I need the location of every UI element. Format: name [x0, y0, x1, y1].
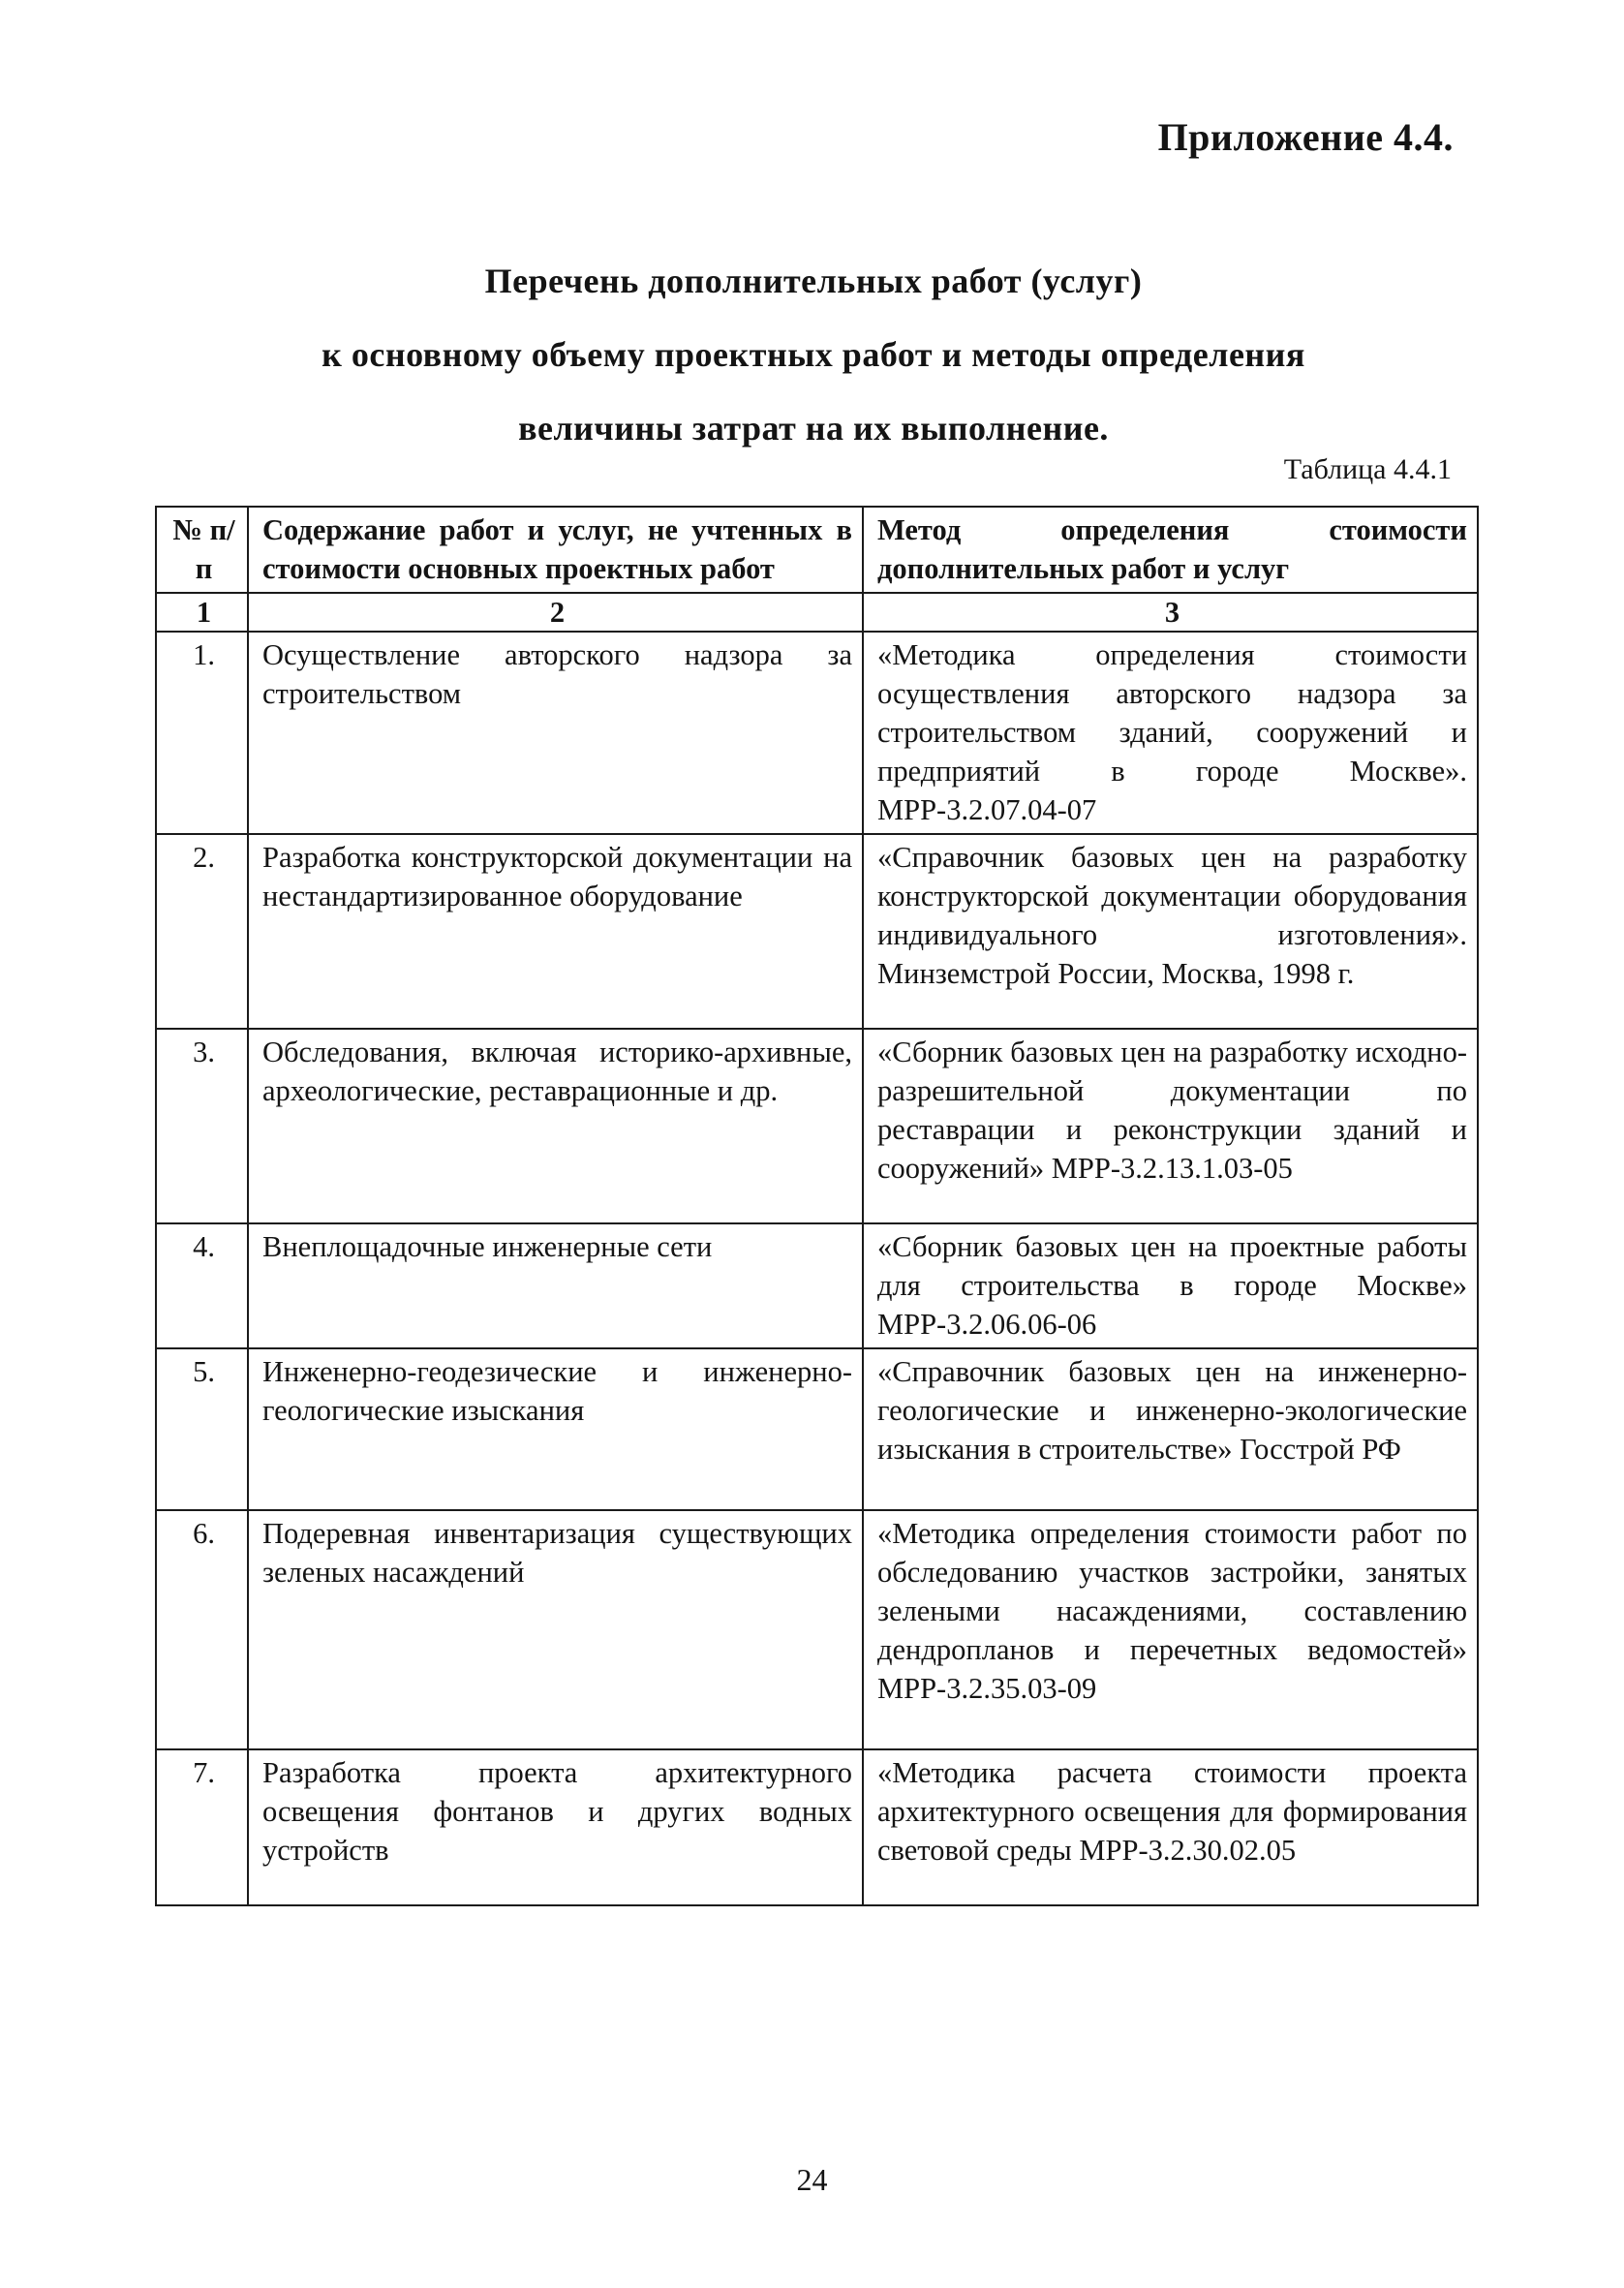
- row-content: Разработка проекта архитектурного освещения фонтанов и других водных устройств: [248, 1749, 863, 1905]
- row-num: 2.: [156, 834, 248, 1029]
- row-num: 4.: [156, 1223, 248, 1348]
- table-index-row: [156, 593, 1478, 632]
- table-row: [156, 1348, 1478, 1510]
- row-content: Разработка конструкторской документации на нестандартизированное оборудование: [248, 834, 863, 1029]
- row-method: «Справочник базовых цен на инженерно-геологические и инженерно-экологические изыскания в строительстве» Госстрой РФ: [863, 1348, 1478, 1510]
- title-line-2: к основному объему проектных работ и методы определения: [322, 335, 1305, 374]
- header-method: Метод определения стоимости дополнительных работ и услуг: [863, 507, 1478, 593]
- page-number: 24: [796, 2162, 828, 2197]
- works-table: [155, 506, 1479, 1906]
- row-content: Подеревная инвентаризация существующих зеленых насаждений: [248, 1510, 863, 1749]
- header-num: № п/п: [156, 507, 248, 593]
- table-row: [156, 1029, 1478, 1223]
- table-row: [156, 1223, 1478, 1348]
- index-cell: 2: [248, 593, 863, 632]
- table-header-row: [156, 507, 1478, 593]
- table-row: [156, 1510, 1478, 1749]
- row-method: «Методика определения стоимости работ по обследованию участков застройки, занятых зелеными насаждениями, составлению дендропланов и перечетных ведомостей» МРР-3.2.35.03-09: [863, 1510, 1478, 1749]
- header-content: Содержание работ и услуг, не учтенных в стоимости основных проектных работ: [248, 507, 863, 593]
- row-content: Инженерно-геодезические и инженерно-геологические изыскания: [248, 1348, 863, 1510]
- row-content: Осуществление авторского надзора за строительством: [248, 632, 863, 834]
- title-line-1: Перечень дополнительных работ (услуг): [484, 262, 1143, 300]
- row-method: «Сборник базовых цен на разработку исходно-разрешительной документации по реставрации и реконструкции зданий и сооружений» МРР-3.2.13.1.03-05: [863, 1029, 1478, 1223]
- table-caption: Таблица 4.4.1: [1283, 453, 1452, 485]
- row-method: «Сборник базовых цен на проектные работы для строительства в городе Москве» МРР-3.2.06.06-06: [863, 1223, 1478, 1348]
- document-title: [145, 244, 1482, 465]
- row-method: «Методика расчета стоимости проекта архитектурного освещения для формирования световой среды МРР-3.2.30.02.05: [863, 1749, 1478, 1905]
- table-row: [156, 834, 1478, 1029]
- title-line-3: величины затрат на их выполнение.: [518, 409, 1109, 448]
- table-row: [156, 1749, 1478, 1905]
- index-cell: 3: [863, 593, 1478, 632]
- row-num: 5.: [156, 1348, 248, 1510]
- row-num: 7.: [156, 1749, 248, 1905]
- row-num: 6.: [156, 1510, 248, 1749]
- row-method: «Методика определения стоимости осуществления авторского надзора за строительством зданий, сооружений и предприятий в городе Москве». МРР-3.2.07.04-07: [863, 632, 1478, 834]
- row-method: «Справочник базовых цен на разработку конструкторской документации оборудования индивидуального изготовления». Минземстрой России, Москва, 1998 г.: [863, 834, 1478, 1029]
- table-row: [156, 632, 1478, 834]
- index-cell: 1: [156, 593, 248, 632]
- row-num: 1.: [156, 632, 248, 834]
- row-num: 3.: [156, 1029, 248, 1223]
- row-content: Обследования, включая историко-архивные, археологические, реставрационные и др.: [248, 1029, 863, 1223]
- appendix-label: Приложение 4.4.: [1157, 115, 1454, 159]
- row-content: Внеплощадочные инженерные сети: [248, 1223, 863, 1348]
